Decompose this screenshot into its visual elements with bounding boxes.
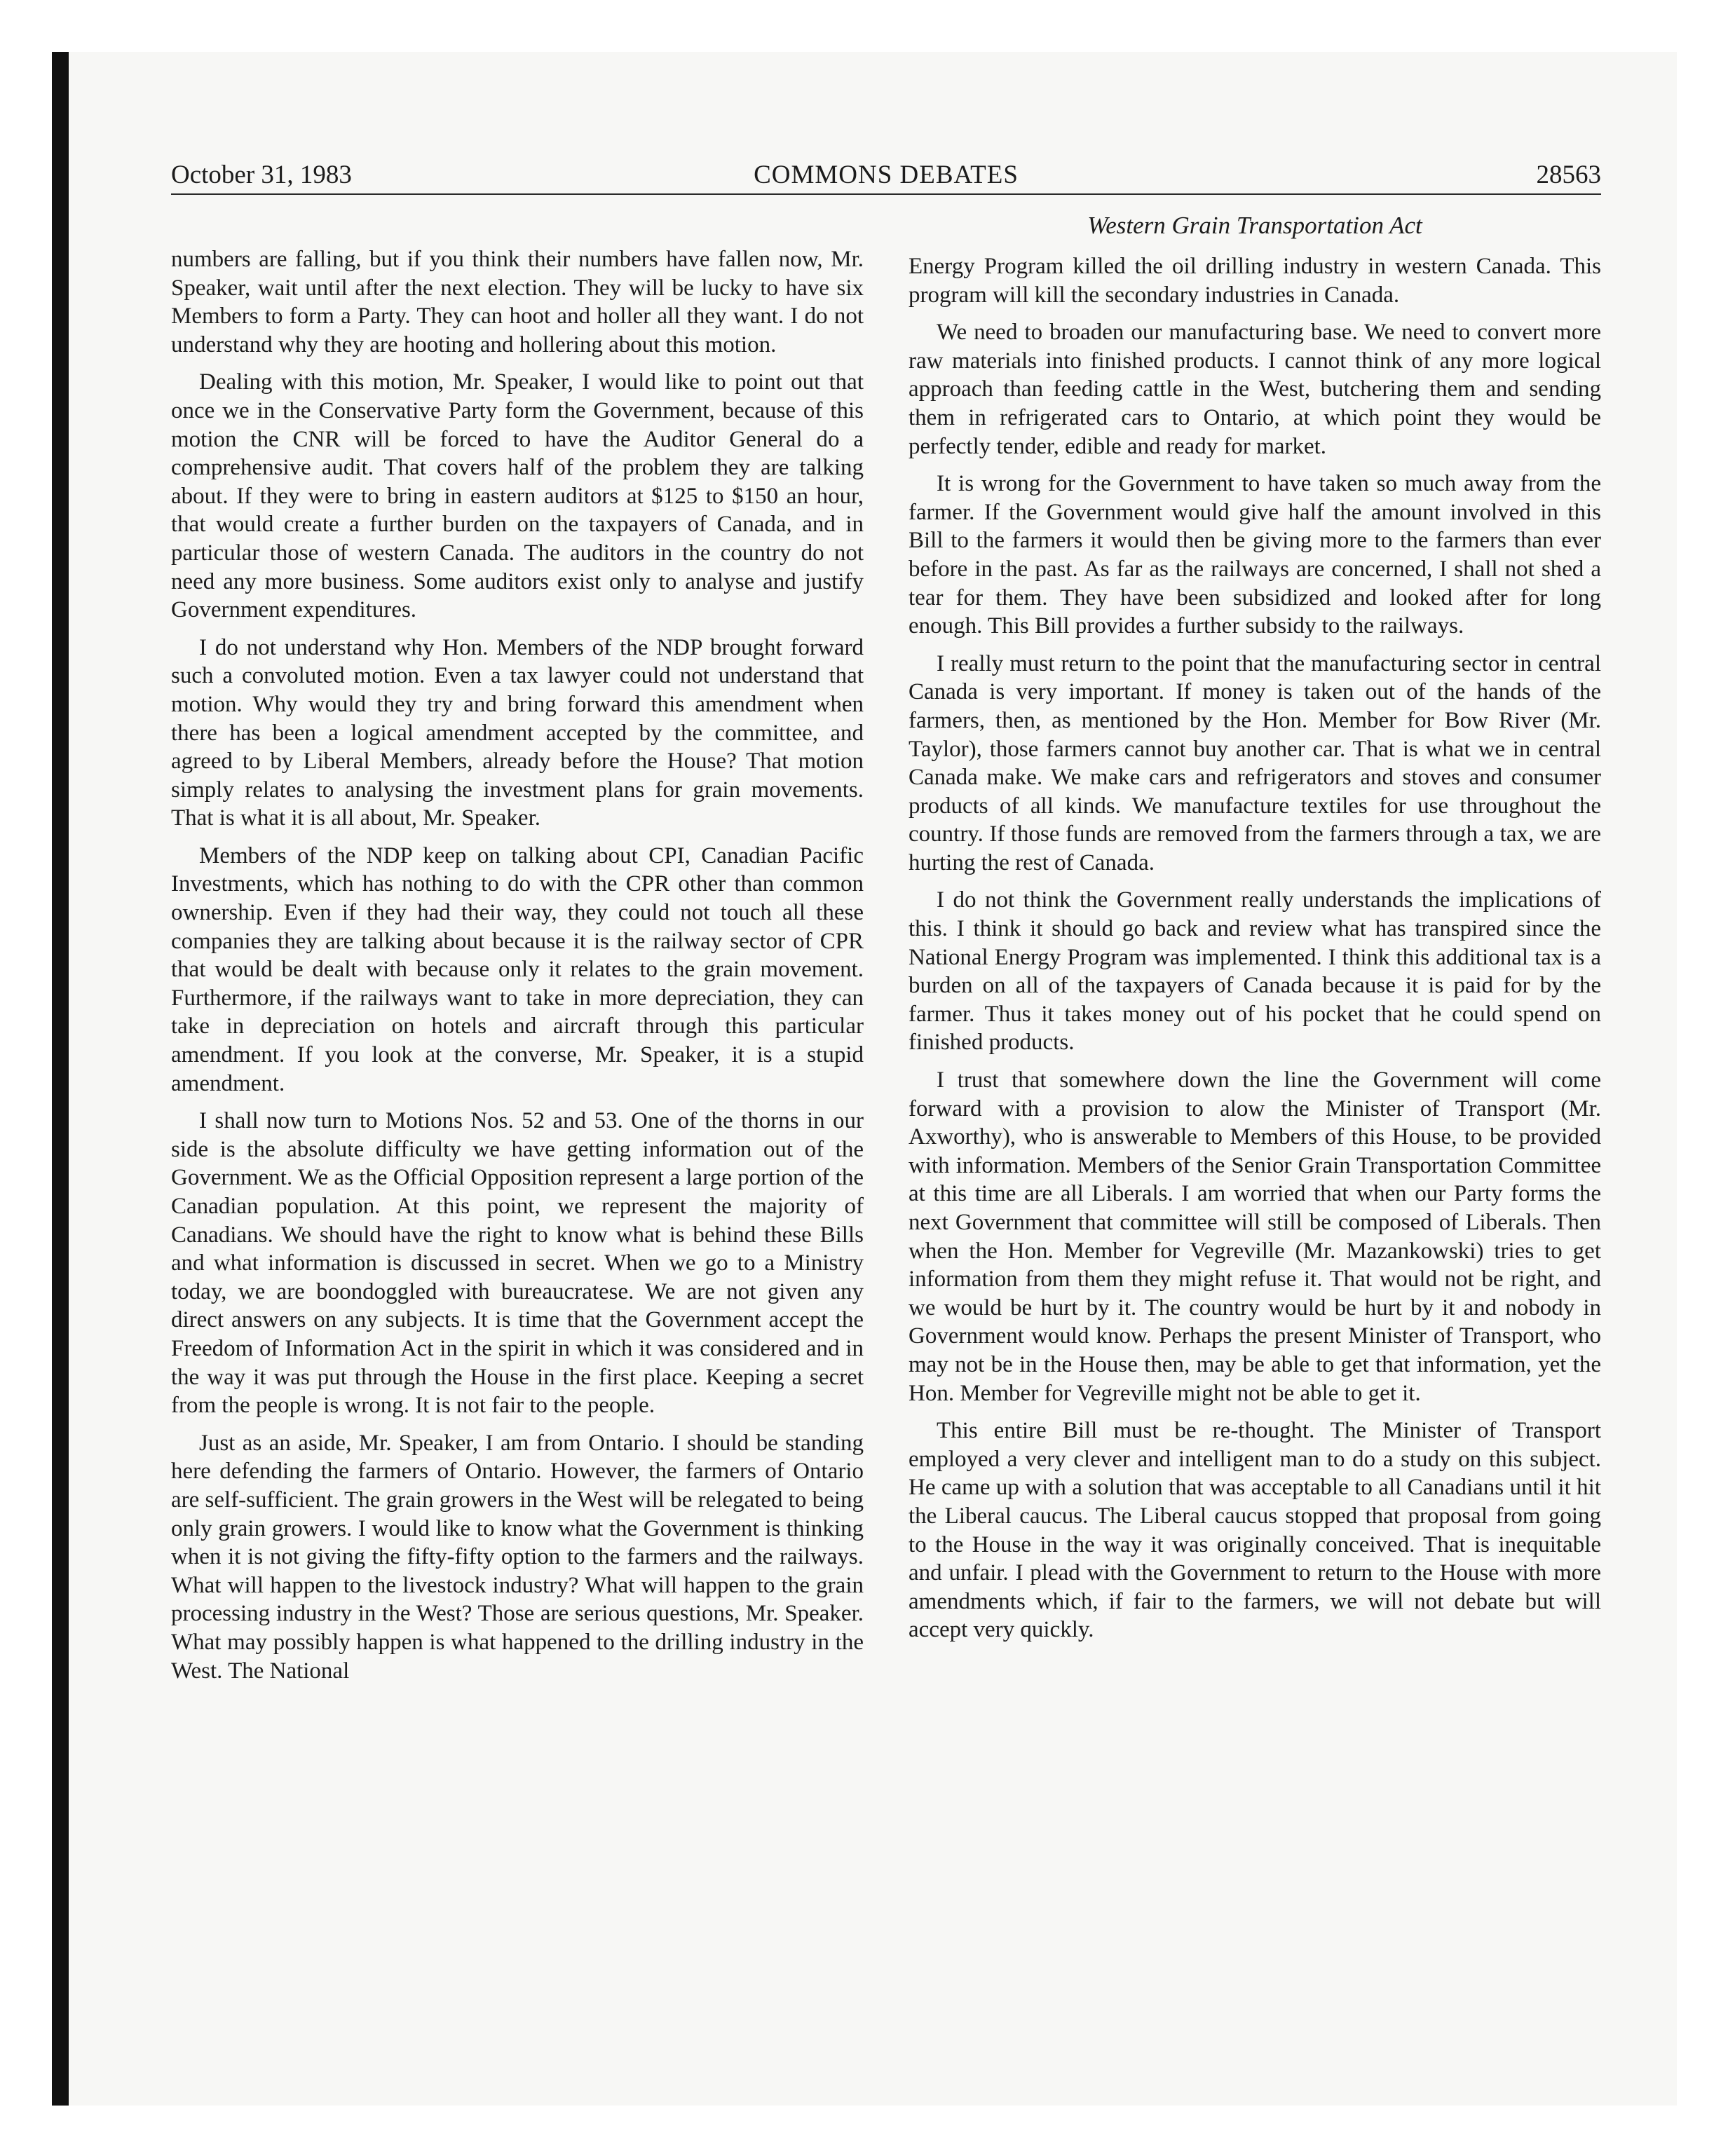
header-title: COMMONS DEBATES — [754, 161, 1019, 189]
paragraph: Energy Program killed the oil drilling industry in western Canada. This program will kill the secondary industries in Canada. — [909, 254, 1601, 308]
paragraph: Members of the NDP keep on talking about CPI, Canadian Pacific Investments, which has nothing to do with the CPR other than common ownership. Even if they had their way, they could not touch all these companies they are talking about because it is the railway sector of CPR that would be dealt with because only it relates to the grain movement. Furthermore, if the railways want to take in more depreciation, they can take in depreciation on hotels and aircraft through this particular amendment. If you look at the converse, Mr. Speaker, it is a stupid amendment. — [171, 842, 864, 1096]
paragraph: numbers are falling, but if you think their numbers have fallen now, Mr. Speaker, wait until after the next election. They will be lucky to have six Members to form a Party. They can hoot and holler all they want. I do not understand why they are hooting and hollering about this motion. — [171, 247, 864, 357]
header-date: October 31, 1983 — [171, 161, 352, 189]
scan-edge-bar — [52, 52, 69, 2106]
paragraph: Dealing with this motion, Mr. Speaker, I would like to point out that once we in the Conservative Party form the Government, because of this motion the CNR will be forced to have the Auditor General do a comprehensive audit. That covers half of the problem they are talking about. If they were to bring in eastern auditors at $125 to $150 an hour, that would create a further burden on the taxpayers of Canada, and in particular those of western Canada. The auditors in the country do not need any more business. Some auditors exist only to analyse and justify Government expenditures. — [171, 369, 864, 623]
paragraph: I do not think the Government really understands the implications of this. I think it should go back and review what has transpired since the National Energy Program was implemented. I think this additional tax is a burden on all of the taxpayers of Canada because it is paid for by the farmer. Thus it takes money out of his pocket that he could spend on finished products. — [909, 887, 1601, 1056]
paragraph: It is wrong for the Government to have taken so much away from the farmer. If the Government would give half the amount involved in this Bill to the farmers it would then be giving more to the farmers than ever before in the past. As far as the railways are concerned, I shall not shed a tear for them. They have been subsidized and looked after for long enough. This Bill provides a further subsidy to the railways. — [909, 471, 1601, 639]
left-column — [171, 245, 864, 1694]
page-header — [171, 158, 1601, 192]
paragraph: I shall now turn to Motions Nos. 52 and 53. One of the thorns in our side is the absolute difficulty we have getting information out of the Government. We as the Official Opposition represent a large portion of the Canadian population. At this point, we represent the majority of Canadians. We should have the right to know what is behind these Bills and what information is discussed in secret. When we go to a Ministry today, we are boondoggled with bureaucratese. We are not given any direct answers on any subjects. It is time that the Government accept the Freedom of Information Act in the spirit in which it was considered and in the way it was put through the House in the first place. Keeping a secret from the people is wrong. It is not fair to the people. — [171, 1108, 864, 1419]
paragraph: Just as an aside, Mr. Speaker, I am from Ontario. I should be standing here defending the farmers of Ontario. However, the farmers of Ontario are self-sufficient. The grain growers in the West will be relegated to being only grain growers. I would like to know what the Government is thinking when it is not giving the fifty-fifty option to the farmers and the railways. What will happen to the livestock industry? What will happen to the grain processing industry in the West? Those are serious questions, Mr. Speaker. What may possibly happen is what happened to the drilling industry in the West. The National — [171, 1430, 864, 1684]
header-page-number: 28563 — [1536, 161, 1601, 189]
paragraph: We need to broaden our manufacturing base. We need to convert more raw materials into finished products. I cannot think of any more logical approach than feeding cattle in the West, butchering them and sending them in refrigerated cars to Ontario, at which point they would be perfectly tender, edible and ready for market. — [909, 320, 1601, 459]
right-column — [909, 252, 1601, 1653]
paragraph: I do not understand why Hon. Members of the NDP brought forward such a convoluted motion. Even a tax lawyer could not understand that motion. Why would they try and bring forward this amendment when there has been a logical amendment accepted by the committee, and agreed to by Liberal Members, already before the House? That motion simply relates to analysing the investment plans for grain movements. That is what it is all about, Mr. Speaker. — [171, 634, 864, 831]
running-head: Western Grain Transportation Act — [1087, 212, 1422, 239]
paragraph: I really must return to the point that the manufacturing sector in central Canada is very important. If money is taken out of the hands of the farmers, then, as mentioned by the Hon. Member for Bow River (Mr. Taylor), those farmers cannot buy another car. That is what we in central Canada make. We make cars and refrigerators and stoves and consumer products of all kinds. We manufacture textiles for use throughout the country. If those funds are removed from the farmers through a tax, we are hurting the rest of Canada. — [909, 650, 1601, 875]
paragraph: This entire Bill must be re-thought. The Minister of Transport employed a very clever and intelligent man to do a study on this subject. He came up with a solution that was acceptable to all Canadians until it hit the Liberal caucus. The Liberal caucus stopped that proposal from going to the House in the way it was originally conceived. That is inequitable and unfair. I plead with the Government to return to the House with more amendments which, if fair to the farmers, we will not debate but will accept very quickly. — [909, 1418, 1601, 1643]
paragraph: I trust that somewhere down the line the Government will come forward with a provision to alow the Minister of Transport (Mr. Axworthy), who is answerable to Members of this House, to be provided with information. Members of the Senior Grain Transportation Committee at this time are all Liberals. I am worried that when our Party forms the next Government that committee will still be composed of Liberals. Then when the Hon. Member for Vegreville (Mr. Mazankowski) tries to get information from them they might refuse it. That would not be right, and we would be hurt by it. The country would be hurt by it and nobody in Government would know. Perhaps the present Minister of Transport, who may not be in the House then, may be able to get that information, yet the Hon. Member for Vegreville might not be able to get it. — [909, 1067, 1601, 1406]
header-rule — [171, 193, 1601, 195]
